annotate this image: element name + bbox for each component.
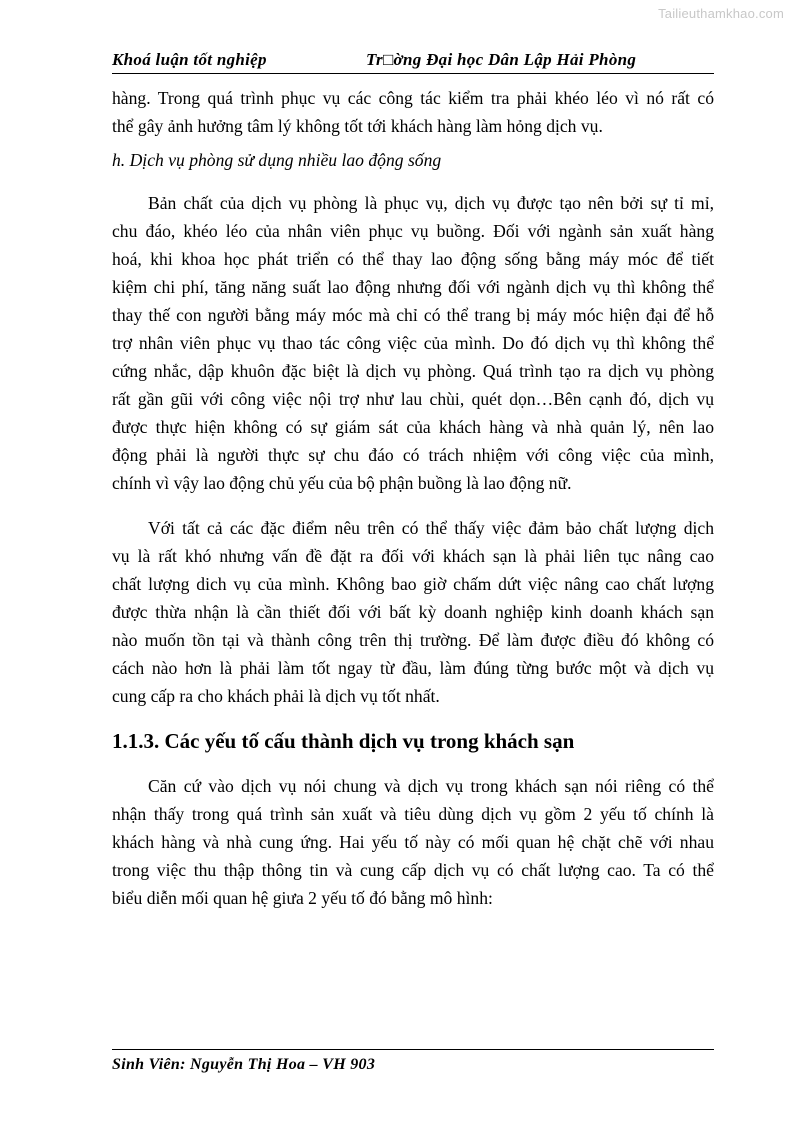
text-line: chu đáo, khéo léo của nhân viên phục vụ buồng. Đối với ngành sản xuất hàng [112, 221, 714, 241]
text-line: Với tất cả các đặc điểm nêu trên có thể thấy việc đảm bảo chất lượng dịch [148, 518, 714, 538]
paragraph-room-service-labor [112, 189, 714, 497]
intro-paragraph [112, 84, 714, 140]
running-header [112, 46, 714, 74]
text-line: Căn cứ vào dịch vụ nói chung và dịch vụ trong khách sạn nói riêng có thể [148, 776, 714, 796]
text-line: cách nào hơn là phải làm tốt ngay từ đầu, làm đúng từng bước một và dịch vụ [112, 658, 714, 678]
text-line: chất lượng dich vụ của mình. Không bao giờ chấm dứt việc nâng cao chất lượng [112, 574, 714, 594]
text-line: nhận thấy trong quá trình sản xuất và tiêu dùng dịch vụ gồm 2 yếu tố chính là [112, 804, 714, 824]
text-line: chính vì vậy lao động chủ yếu của bộ phận buồng là lao động nữ. [112, 473, 572, 493]
header-university-name: Tr□ờng Đại học Dân Lập Hải Phòng [366, 50, 637, 69]
section-heading-1-1-3: 1.1.3. Các yếu tố cấu thành dịch vụ trong khách sạn [112, 729, 575, 753]
text-line: cung cấp ra cho khách phải là dịch vụ tốt nhất. [112, 686, 440, 706]
running-footer [112, 1049, 714, 1074]
paragraph-service-components [112, 772, 714, 912]
text-line: Bản chất của dịch vụ phòng là phục vụ, dịch vụ được tạo nên bởi sự tỉ mỉ, [148, 193, 714, 213]
text-line: được thực hiện không có sự giám sát của khách hàng và nhà quản lý, nên lao [112, 417, 714, 437]
text-line: rất gần gũi với công việc nội trợ như lau chùi, quét dọn…Bên cạnh đó, dịch vụ [112, 389, 714, 409]
text-line: biểu diễn mối quan hệ giưa 2 yếu tố đó bằng mô hình: [112, 888, 493, 908]
text-line: kiệm chi phí, tăng năng suất lao động nhưng đối với ngành dịch vụ thì không thể [112, 277, 714, 297]
watermark: Tailieuthamkhao.com [658, 6, 784, 21]
paragraph-quality-assurance [112, 514, 714, 710]
text-line: cứng nhắc, dập khuôn đặc biệt là dịch vụ phòng. Quá trình tạo ra dịch vụ phòng [112, 361, 714, 381]
page-body [112, 84, 714, 929]
text-line: khách hàng và nhà cung ứng. Hai yếu tố này có mối quan hệ chặt chẽ với nhau [112, 832, 714, 852]
text-line: vụ là rất khó nhưng vấn đề đặt ra đối với khách sạn là phải liên tục nâng cao [112, 546, 714, 566]
text-line: hoá, khi khoa học phát triển có thể thay lao động sống bằng máy móc để tiết [112, 249, 714, 269]
text-line: thay thế con người bằng máy móc mà chỉ có thể trang bị máy móc hiện đại để hỗ [112, 305, 714, 325]
text-line: nào muốn tồn tại và thành công trên thị trường. Để làm được điều đó không có [112, 630, 714, 650]
subheading-h: h. Dịch vụ phòng sử dụng nhiều lao động sống [112, 150, 442, 170]
text-line: trong việc thu thập thông tin và cung cấp dịch vụ có chất lượng cao. Ta có thể [112, 860, 714, 880]
footer-student-name: Sinh Viên: Nguyễn Thị Hoa – VH 903 [112, 1056, 376, 1073]
text-line: động phải là người thực sự chu đáo có trách nhiệm với công việc của mình, [112, 445, 714, 465]
text-line: được thừa nhận là cần thiết đối với bất kỳ doanh nghiệp kinh doanh khách sạn [112, 602, 714, 622]
text-line: thể gây ảnh hưởng tâm lý không tốt tới khách hàng làm hỏng dịch vụ. [112, 116, 603, 136]
text-line: hàng. Trong quá trình phục vụ các công tác kiểm tra phải khéo léo vì nó rất có [112, 88, 714, 108]
text-line: trợ nhân viên phục vụ thao tác công việc của mình. Do đó dịch vụ thì không thể [112, 333, 714, 353]
header-thesis-label: Khoá luận tốt nghiệp [112, 50, 267, 69]
